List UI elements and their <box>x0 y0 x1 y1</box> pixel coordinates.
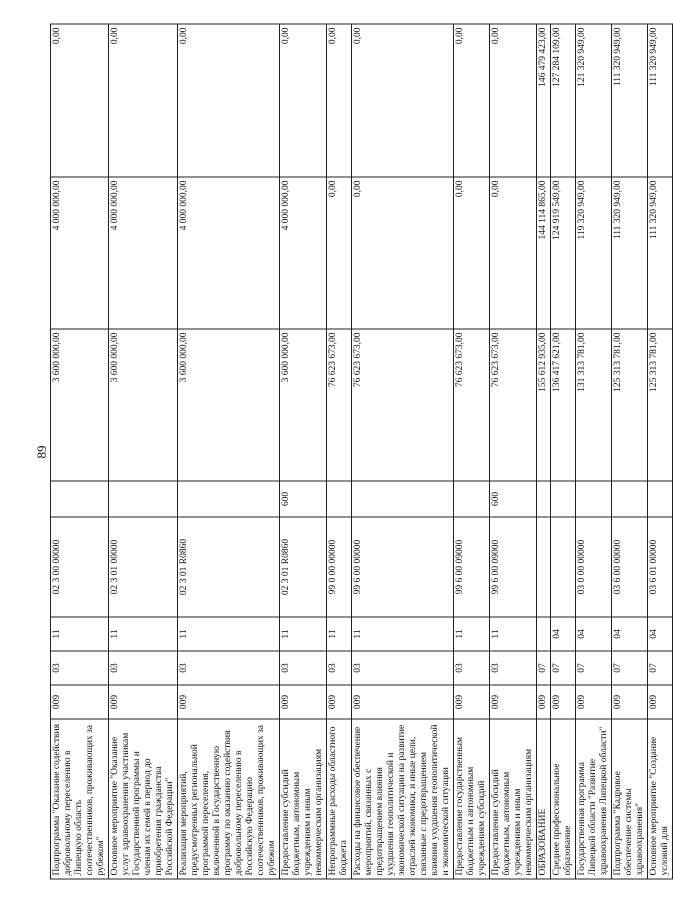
cell-sum-2020: 124 919 549,00 <box>551 177 576 329</box>
cell-sum-2021: 121 320 949,00 <box>576 24 612 177</box>
cell-target-article: 03 6 00 00000 <box>612 517 648 617</box>
cell-expense-type <box>327 481 352 517</box>
cell-sum-2021: 111 320 949,00 <box>648 24 673 177</box>
cell-name: Подпрограмма "Оказание содействия добровольному переселению в Липецкую область соотечественников, проживающих за рубежом" <box>51 719 109 879</box>
cell-target-article: 03 6 01 00000 <box>648 517 673 617</box>
cell-section: 07 <box>612 651 648 685</box>
cell-section: 03 <box>352 651 454 685</box>
cell-sum-2019: 136 417 621,00 <box>551 329 576 481</box>
cell-sum-2019: 76 623 673,00 <box>327 329 352 481</box>
cell-ministry: 009 <box>178 685 280 719</box>
cell-sum-2019: 125 313 781,00 <box>612 329 648 481</box>
cell-name: Реализация мероприятий, предусмотренных региональной программой переселения, включенной в Государственную программу по оказанию содействия добровольному переселению в Российскую Федерацию соотечественников, проживающих за рубежом <box>178 719 280 879</box>
cell-subsection: 11 <box>454 617 490 651</box>
cell-sum-2020: 119 320 949,00 <box>576 177 612 329</box>
cell-expense-type <box>551 481 576 517</box>
rotated-table-container <box>50 25 670 880</box>
cell-sum-2021: 0,00 <box>109 24 178 177</box>
cell-subsection: 11 <box>352 617 454 651</box>
table-row <box>648 24 673 879</box>
cell-ministry: 009 <box>490 685 537 719</box>
cell-sum-2019: 155 612 935,00 <box>537 329 551 481</box>
cell-target-article: 99 0 00 00000 <box>327 517 352 617</box>
cell-subsection: 11 <box>327 617 352 651</box>
cell-name: Среднее профессиональное образование <box>551 719 576 879</box>
cell-subsection: 11 <box>178 617 280 651</box>
cell-target-article <box>551 517 576 617</box>
cell-ministry: 009 <box>454 685 490 719</box>
cell-sum-2021: 0,00 <box>327 24 352 177</box>
cell-sum-2020: 4 000 000,00 <box>178 177 280 329</box>
cell-target-article: 99 6 00 00000 <box>352 517 454 617</box>
cell-subsection: 04 <box>551 617 576 651</box>
cell-ministry: 009 <box>51 685 109 719</box>
budget-table <box>50 24 673 880</box>
cell-sum-2019: 131 313 781,00 <box>576 329 612 481</box>
cell-name: Подпрограмма "Кадровое обеспечение системы здравоохранения" <box>612 719 648 879</box>
cell-sum-2021: 0,00 <box>490 24 537 177</box>
cell-sum-2020: 4 000 000,00 <box>280 177 327 329</box>
cell-sum-2019: 3 600 000,00 <box>178 329 280 481</box>
cell-sum-2021: 146 479 423,00 <box>537 24 551 177</box>
cell-subsection: 11 <box>280 617 327 651</box>
table-row <box>352 24 454 879</box>
cell-section: 03 <box>178 651 280 685</box>
cell-sum-2019: 125 313 781,00 <box>648 329 673 481</box>
cell-subsection: 11 <box>490 617 537 651</box>
table-row <box>612 24 648 879</box>
cell-expense-type <box>352 481 454 517</box>
cell-expense-type <box>51 481 109 517</box>
cell-name: Предоставление субсидий бюджетным, автономным учреждениям и иным некоммерческим организациям <box>280 719 327 879</box>
cell-name: Основное мероприятие "Оказание услуг здравоохранения участникам Государственной программы и членам их семей в период до приобретения гражданства Российской Федерации" <box>109 719 178 879</box>
table-row <box>537 24 551 879</box>
cell-sum-2020: 144 114 865,00 <box>537 177 551 329</box>
cell-expense-type <box>576 481 612 517</box>
cell-sum-2020: 4 000 000,00 <box>109 177 178 329</box>
cell-section: 03 <box>327 651 352 685</box>
cell-target-article: 03 0 00 00000 <box>576 517 612 617</box>
cell-subsection: 04 <box>648 617 673 651</box>
cell-target-article: 99 6 00 09000 <box>454 517 490 617</box>
cell-target-article: 02 3 01 R0860 <box>178 517 280 617</box>
cell-sum-2020: 0,00 <box>327 177 352 329</box>
cell-sum-2021: 0,00 <box>352 24 454 177</box>
table-row <box>454 24 490 879</box>
cell-sum-2020: 0,00 <box>490 177 537 329</box>
cell-sum-2019: 3 600 000,00 <box>109 329 178 481</box>
cell-target-article: 02 3 00 00000 <box>51 517 109 617</box>
cell-subsection: 11 <box>109 617 178 651</box>
cell-section: 07 <box>648 651 673 685</box>
cell-ministry: 009 <box>551 685 576 719</box>
cell-subsection <box>537 617 551 651</box>
cell-target-article: 99 6 00 09000 <box>490 517 537 617</box>
table-row <box>490 24 537 879</box>
cell-expense-type <box>454 481 490 517</box>
cell-section: 03 <box>490 651 537 685</box>
cell-sum-2019: 76 623 673,00 <box>490 329 537 481</box>
table-row <box>178 24 280 879</box>
cell-ministry: 009 <box>352 685 454 719</box>
cell-sum-2021: 0,00 <box>178 24 280 177</box>
cell-section: 07 <box>537 651 551 685</box>
cell-sum-2020: 111 320 949,00 <box>648 177 673 329</box>
cell-sum-2021: 0,00 <box>280 24 327 177</box>
cell-name: Расходы на финансовое обеспечение мероприятий, связанных с предотвращением влияния ухудшения геополитической и экономической ситуации на развитие отраслей экономики, и иные цели, связанные с предотвращением влияния ухудшения геополитической и экономической ситуации <box>352 719 454 879</box>
table-row <box>109 24 178 879</box>
table-row <box>327 24 352 879</box>
cell-expense-type <box>612 481 648 517</box>
cell-section: 07 <box>576 651 612 685</box>
table-row <box>51 24 109 879</box>
cell-expense-type <box>109 481 178 517</box>
cell-name: Государственная программа Липецкой области "Развитие здравоохранения Липецкой области" <box>576 719 612 879</box>
cell-expense-type <box>178 481 280 517</box>
cell-expense-type: 600 <box>490 481 537 517</box>
cell-subsection: 04 <box>576 617 612 651</box>
cell-target-article: 02 3 01 00000 <box>109 517 178 617</box>
cell-sum-2019: 76 623 673,00 <box>352 329 454 481</box>
page-number: 89 <box>34 445 49 459</box>
cell-ministry: 009 <box>648 685 673 719</box>
cell-section: 07 <box>551 651 576 685</box>
cell-section: 03 <box>109 651 178 685</box>
cell-section: 03 <box>51 651 109 685</box>
cell-expense-type <box>537 481 551 517</box>
cell-sum-2021: 111 320 949,00 <box>612 24 648 177</box>
cell-ministry: 009 <box>612 685 648 719</box>
table-row <box>280 24 327 879</box>
cell-target-article <box>537 517 551 617</box>
cell-sum-2020: 0,00 <box>352 177 454 329</box>
cell-sum-2021: 0,00 <box>454 24 490 177</box>
cell-section: 03 <box>280 651 327 685</box>
cell-expense-type <box>648 481 673 517</box>
cell-sum-2021: 0,00 <box>51 24 109 177</box>
cell-subsection: 04 <box>612 617 648 651</box>
cell-ministry: 009 <box>280 685 327 719</box>
cell-name: Предоставление субсидий бюджетным, автономным учреждениям и иным некоммерческим организациям <box>490 719 537 879</box>
cell-ministry: 009 <box>327 685 352 719</box>
table-body <box>51 24 673 879</box>
cell-sum-2020: 0,00 <box>454 177 490 329</box>
cell-expense-type: 600 <box>280 481 327 517</box>
cell-name: ОБРАЗОВАНИЕ <box>537 719 551 879</box>
table-row <box>576 24 612 879</box>
cell-ministry: 009 <box>109 685 178 719</box>
cell-sum-2019: 76 623 673,00 <box>454 329 490 481</box>
cell-name: Основное мероприятие "Создание условий для <box>648 719 673 879</box>
table-row <box>551 24 576 879</box>
cell-target-article: 02 3 01 R0860 <box>280 517 327 617</box>
cell-name: Непрограммные расходы областного бюджета <box>327 719 352 879</box>
cell-sum-2019: 3 600 000,00 <box>280 329 327 481</box>
cell-subsection: 11 <box>51 617 109 651</box>
cell-sum-2020: 111 320 949,00 <box>612 177 648 329</box>
cell-section: 03 <box>454 651 490 685</box>
cell-sum-2021: 127 284 109,00 <box>551 24 576 177</box>
cell-sum-2019: 3 600 000,00 <box>51 329 109 481</box>
cell-sum-2020: 4 000 000,00 <box>51 177 109 329</box>
cell-ministry: 009 <box>576 685 612 719</box>
cell-name: Предоставление государственным бюджетным и автономным учреждениям субсидий <box>454 719 490 879</box>
cell-ministry: 009 <box>537 685 551 719</box>
